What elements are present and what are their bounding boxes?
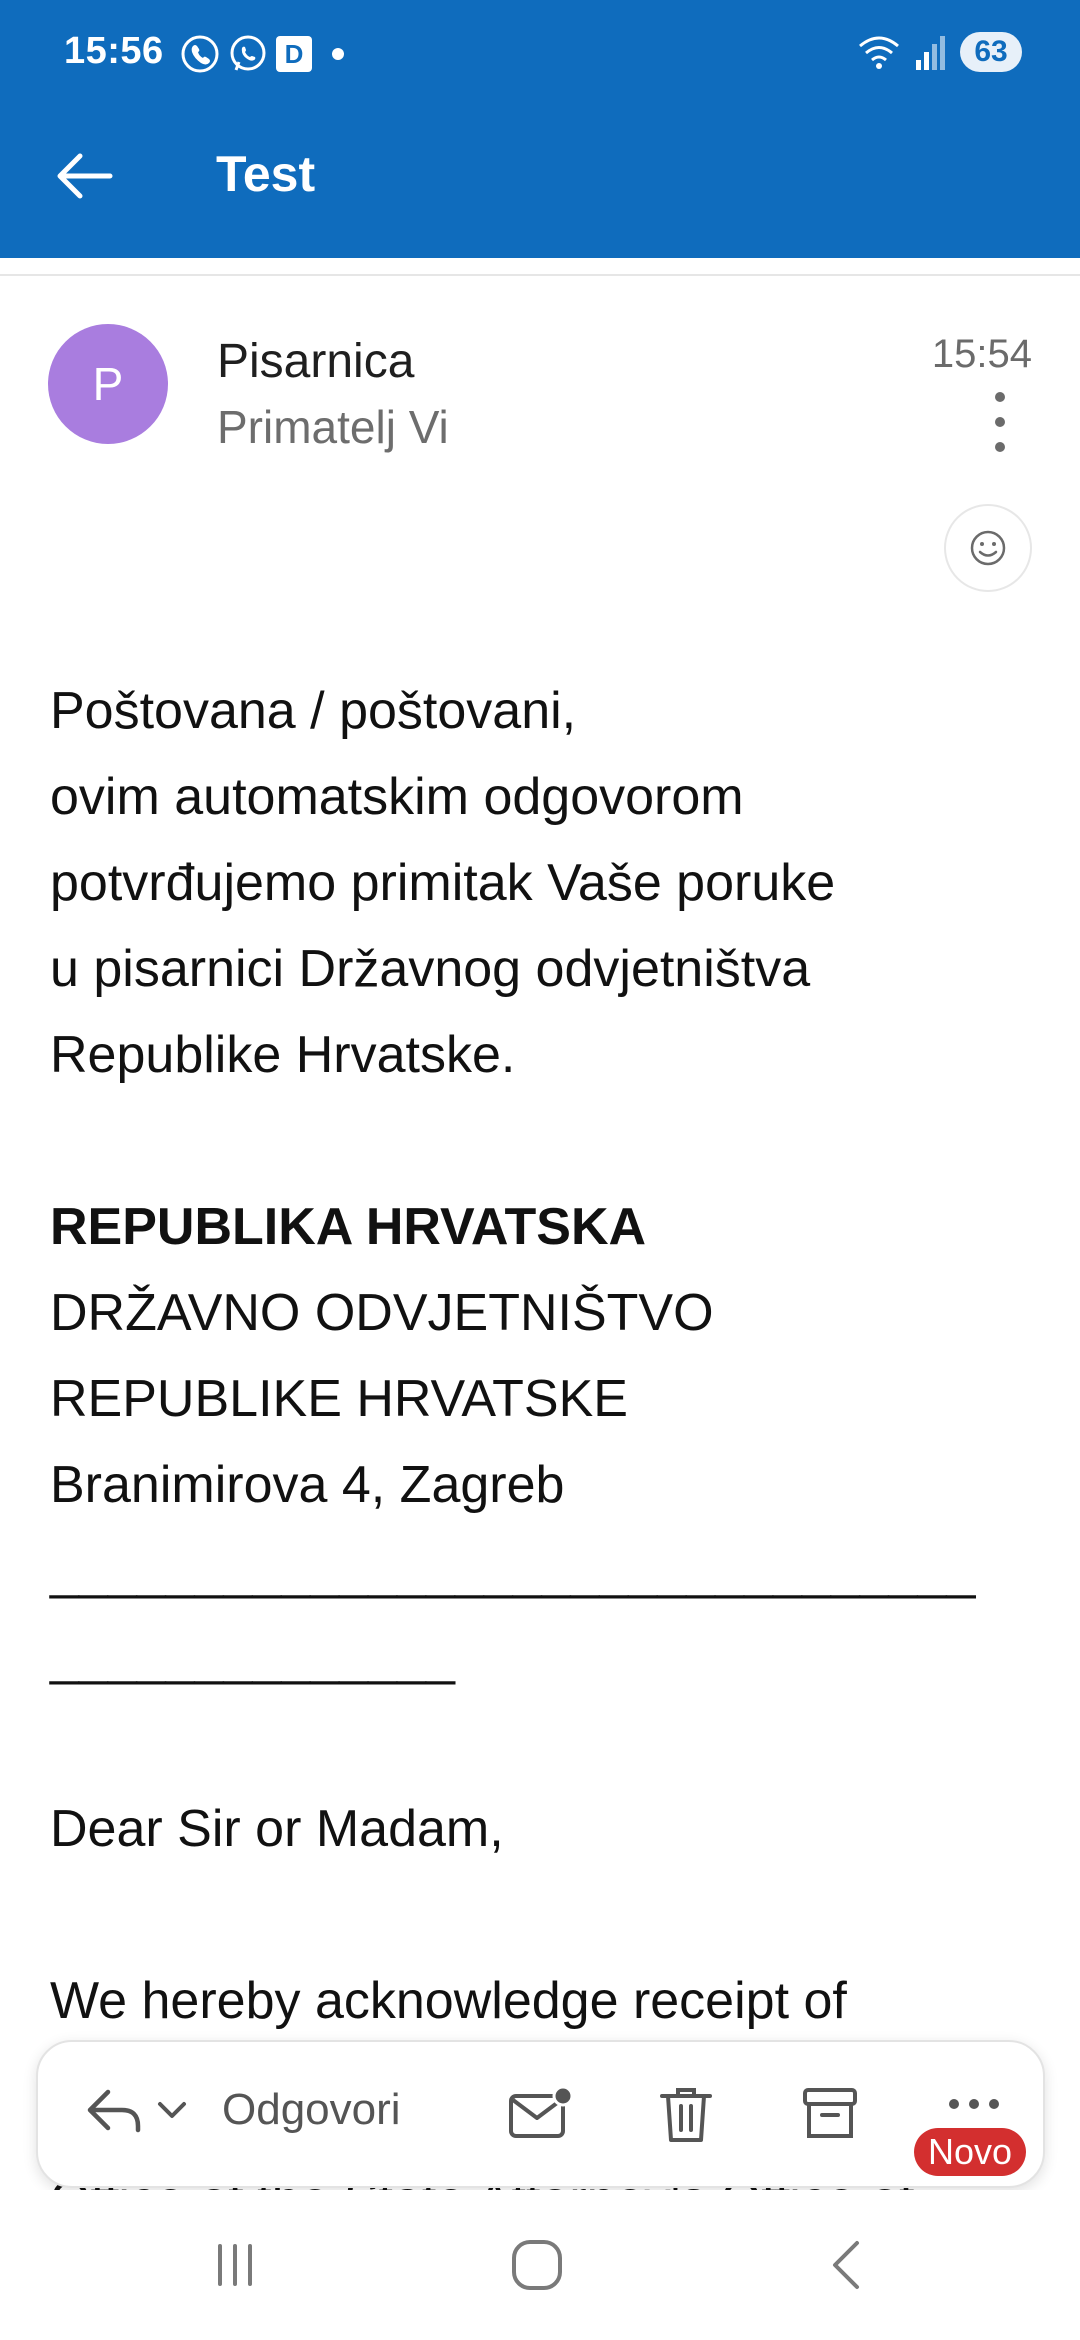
more-options-button[interactable]: [990, 392, 1010, 452]
whatsapp-icon: [228, 34, 268, 74]
message-body: [50, 668, 1030, 2044]
recent-apps-icon: [210, 2240, 260, 2290]
message-time: 15:54: [931, 332, 1032, 376]
more-notifications-dot: [332, 48, 344, 60]
arrow-left-icon: [54, 151, 114, 201]
battery-indicator: 63: [960, 32, 1022, 72]
archive-button[interactable]: [794, 2078, 866, 2150]
smiley-icon: [968, 528, 1008, 568]
status-bar: [0, 0, 1080, 110]
page-title: Test: [216, 146, 316, 202]
avatar[interactable]: P: [48, 324, 168, 444]
chevron-down-icon[interactable]: [152, 2090, 192, 2130]
body-line: Republike Hrvatske.: [50, 1026, 516, 1084]
separator-line: ______________: [50, 1628, 455, 1686]
body-line: ovim automatskim odgovorom: [50, 768, 744, 826]
trash-icon: [656, 2082, 716, 2146]
divider: [0, 274, 1080, 276]
app-bar: [0, 0, 1080, 258]
kebab-dot: [995, 442, 1005, 452]
sender-name[interactable]: Pisarnica: [217, 335, 415, 388]
org-line: REPUBLIKE HRVATSKE: [50, 1370, 628, 1428]
new-badge[interactable]: Novo: [914, 2128, 1026, 2176]
org-line: DRŽAVNO ODVJETNIŠTVO: [50, 1284, 714, 1342]
back-button[interactable]: [48, 140, 120, 212]
archive-icon: [800, 2082, 860, 2146]
english-greeting: Dear Sir or Madam,: [50, 1800, 504, 1858]
mark-unread-button[interactable]: [504, 2078, 576, 2150]
separator-line: ________________________________: [50, 1542, 976, 1600]
signal-icon: [914, 32, 948, 72]
wifi-icon: [856, 32, 902, 72]
body-line: u pisarnici Državnog odvjetništva: [50, 940, 811, 998]
message-action-bar: [36, 2040, 1045, 2188]
recent-apps-button[interactable]: [190, 2230, 280, 2300]
body-line: potvrđujemo primitak Vaše poruke: [50, 854, 836, 912]
reply-label: Odgovori: [222, 2085, 401, 2134]
mail-unread-icon: [505, 2082, 575, 2146]
english-line: We hereby acknowledge receipt of: [50, 1972, 847, 2030]
reaction-button[interactable]: [944, 504, 1032, 592]
recipient-line[interactable]: Primatelj Vi: [217, 401, 449, 453]
org-heading: REPUBLIKA HRVATSKA: [50, 1198, 647, 1256]
reply-icon: [82, 2078, 146, 2142]
reply-button[interactable]: [82, 2078, 401, 2142]
delete-button[interactable]: [650, 2078, 722, 2150]
status-time: 15:56: [64, 30, 164, 72]
ellipsis-icon: [944, 2089, 1004, 2119]
notification-icons: [180, 34, 344, 74]
org-address: Branimirova 4, Zagreb: [50, 1456, 565, 1514]
kebab-dot: [995, 417, 1005, 427]
kebab-dot: [995, 392, 1005, 402]
body-line: Poštovana / poštovani,: [50, 682, 577, 740]
d-app-icon: D: [276, 36, 312, 72]
system-back-button[interactable]: [800, 2230, 890, 2300]
phone-icon: [180, 34, 220, 74]
chevron-left-icon: [825, 2237, 865, 2293]
system-nav-bar: [0, 2190, 1080, 2340]
system-icons: [856, 32, 1022, 72]
home-icon: [509, 2237, 565, 2293]
home-button[interactable]: [492, 2230, 582, 2300]
